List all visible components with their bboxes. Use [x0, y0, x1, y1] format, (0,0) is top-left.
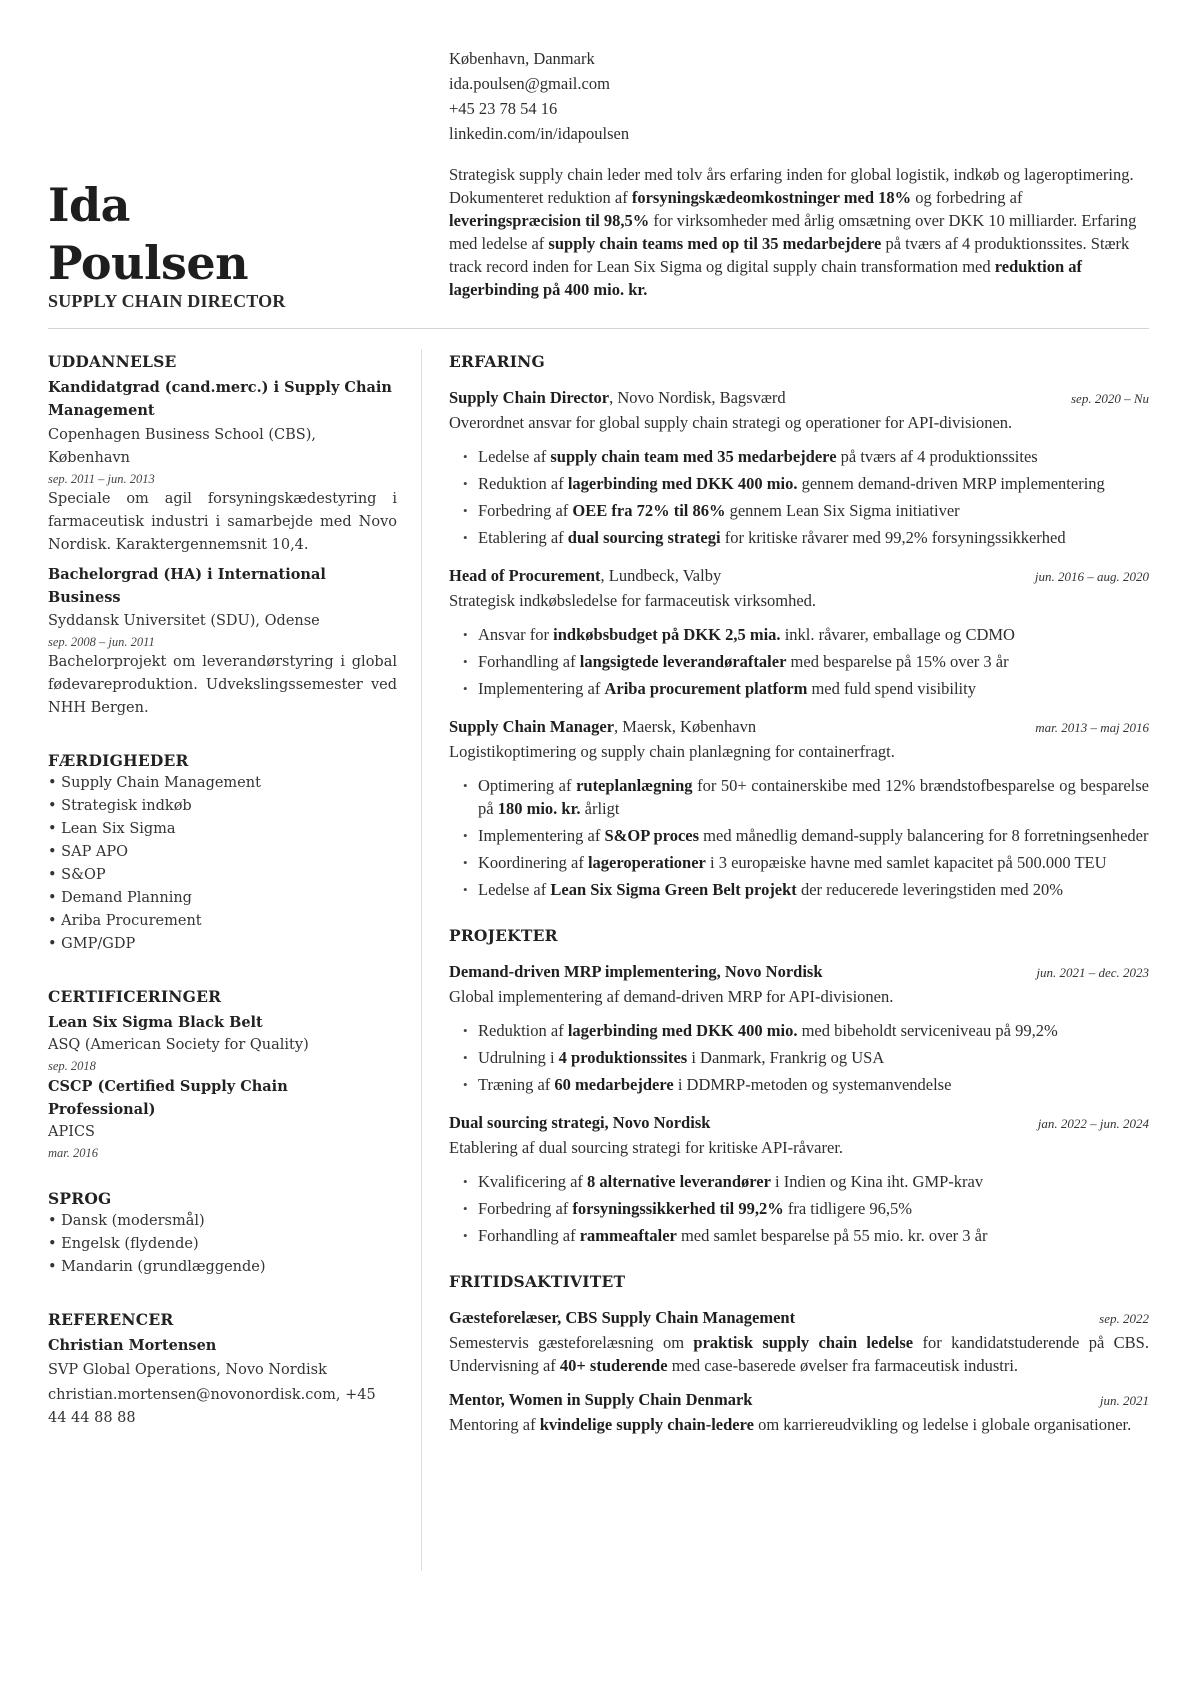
column-divider [421, 349, 422, 1571]
job-bullets [449, 774, 1149, 901]
text-run: Forhandling af [478, 1226, 580, 1245]
project-description: Etablering af dual sourcing strategi for kritiske API-råvarer. [449, 1138, 844, 1157]
highlight-text: langsigtede leverandøraftaler [579, 652, 787, 671]
project-title [449, 1111, 710, 1135]
right-column [449, 351, 1149, 1436]
reference-name: Christian Mortensen [48, 1337, 217, 1354]
certification-issuer: ASQ (American Society for Quality) [48, 1037, 309, 1053]
languages-list [48, 1210, 397, 1279]
education-dates: sep. 2008 – jun. 2011 [48, 635, 155, 649]
text-run: Implementering af [478, 826, 605, 845]
text-run: Optimering af [478, 776, 577, 795]
reference-contact: christian.mortensen@novonordisk.com, +45 44 44 88 88 [48, 1387, 376, 1426]
text-run: i 3 europæiske havne med samlet kapacitet på 500.000 TEU [705, 853, 1107, 872]
activity-title [449, 1306, 795, 1330]
experience-section [449, 351, 1149, 901]
text-run: og forbedring af [911, 188, 1023, 207]
section-title-education: UDDANNELSE [48, 352, 177, 371]
education-description: Bachelorprojekt om leverandørstyring i global fødevareproduktion. Udvekslingssemester ved NHH Bergen. [48, 654, 397, 716]
bullet-item [449, 1073, 1149, 1096]
bullet-item [449, 878, 1149, 901]
bullet-item [449, 851, 1149, 874]
company: , Lundbeck, Valby [600, 566, 722, 585]
section-title-activities: FRITIDSAKTIVITET [449, 1272, 626, 1291]
job-title [449, 386, 786, 410]
activity-header [449, 1388, 1149, 1413]
role-title: Supply Chain Manager [449, 717, 615, 736]
text-run: i Danmark, Frankrig og USA [687, 1048, 885, 1067]
text-run: Ansvar for [478, 625, 554, 644]
bullet-item [449, 650, 1149, 673]
linkedin-link[interactable]: linkedin.com/in/idapoulsen [449, 124, 630, 143]
bullet-item [449, 824, 1149, 847]
first-name: Ida [48, 178, 130, 232]
role-title: Head of Procurement [449, 566, 601, 585]
text-run: i Indien og Kina iht. GMP-krav [770, 1172, 984, 1191]
project-description: Global implementering af demand-driven MRP for API-divisionen. [449, 987, 894, 1006]
job-title [449, 564, 721, 588]
section-title-certifications: CERTIFICERINGER [48, 987, 222, 1006]
section-title-projects: PROJEKTER [449, 926, 558, 945]
highlight-text: 40+ studerende [559, 1356, 668, 1375]
project-dates: jan. 2022 – jun. 2024 [1037, 1116, 1149, 1131]
job-dates: sep. 2020 – Nu [1071, 391, 1149, 406]
certifications-section [48, 986, 397, 1162]
text-run: årligt [580, 799, 620, 818]
text-run: Forbedring af [478, 1199, 573, 1218]
bullet-item [449, 677, 1149, 700]
certification-date: mar. 2016 [48, 1146, 99, 1160]
school: Syddansk Universitet (SDU), Odense [48, 613, 320, 629]
activity-dates: sep. 2022 [1099, 1311, 1149, 1326]
section-title-skills: FÆRDIGHEDER [48, 751, 189, 770]
activity-entry [449, 1388, 1149, 1436]
role-title: Supply Chain Director [449, 388, 610, 407]
text-run: Træning af [478, 1075, 555, 1094]
text-run: Forhandling af [478, 652, 580, 671]
list-item: • Engelsk (flydende) [48, 1236, 199, 1252]
list-item: • Lean Six Sigma [48, 821, 176, 837]
job-description: Strategisk indkøbsledelse for farmaceutisk virksomhed. [449, 591, 817, 610]
education-description: Speciale om agil forsyningskædestyring i farmaceutisk industri i samarbejde med Novo Nordisk. Karaktergennemsnit 10,4. [48, 491, 397, 553]
project-header [449, 960, 1149, 985]
text-run: Reduktion af [478, 1021, 568, 1040]
degree: Bachelorgrad (HA) i International Business [48, 566, 326, 606]
section-title-experience: ERFARING [449, 352, 545, 371]
certification-issuer: APICS [48, 1124, 95, 1140]
email-link[interactable]: ida.poulsen@gmail.com [449, 74, 610, 93]
contact-info [449, 46, 629, 146]
text-run: på tværs af 4 produktionssites [836, 447, 1038, 466]
education-section [48, 351, 397, 720]
header-divider [48, 328, 1149, 329]
bullet-item [449, 445, 1149, 468]
activities-section [449, 1271, 1149, 1436]
bullet-item [449, 526, 1149, 549]
bullet-item [449, 472, 1149, 495]
text-run: Koordinering af [478, 853, 588, 872]
text-run: Implementering af [478, 679, 605, 698]
text-run: Kvalificering af [478, 1172, 588, 1191]
role-title: Gæsteforelæser, CBS Supply Chain Management [449, 1308, 796, 1327]
highlight-text: lagerbinding med DKK 400 mio. [567, 1021, 798, 1040]
highlight-text: leveringspræcision til 98,5% [449, 211, 650, 230]
text-run: Ledelse af [478, 447, 551, 466]
text-run: for 50+ containerskibe med 12% brændstofbesparelse og besparelse på [478, 776, 1150, 818]
highlight-text: forsyningssikkerhed til 99,2% [572, 1199, 784, 1218]
text-run: for virksomheder med årlig omsætning over DKK 10 milliarder. Erfaring med ledelse af [449, 211, 1137, 253]
references-section [48, 1309, 397, 1430]
project-bullets [449, 1019, 1149, 1096]
projects-section [449, 925, 1149, 1247]
text-run: med fuld spend visibility [807, 679, 976, 698]
school: Copenhagen Business School (CBS), København [48, 427, 317, 466]
projects-list [449, 960, 1149, 1247]
highlight-text: 8 alternative leverandører [587, 1172, 771, 1191]
highlight-text: Lean Six Sigma Green Belt projekt [550, 880, 797, 899]
highlight-text: forsyningskædeomkostninger med 18% [631, 188, 912, 207]
job-description: Logistikoptimering og supply chain planlægning for containerfragt. [449, 742, 895, 761]
section-title-references: REFERENCER [48, 1310, 174, 1329]
text-run: gennem Lean Six Sigma initiativer [725, 501, 960, 520]
bullet-item [449, 1046, 1149, 1069]
education-item [48, 563, 397, 720]
highlight-text: lageroperationer [587, 853, 706, 872]
text-run: Strategisk supply chain leder med tolv års erfaring inden for global logistik, indkøb og lageroptimering. Dokumenteret reduktion af [449, 165, 1134, 207]
left-column [48, 351, 397, 1430]
text-run: på tværs af 4 produktionssites. Stærk track record inden for Lean Six Sigma og digital supply chain transformation med [449, 234, 1130, 276]
bullet-item [449, 1170, 1149, 1193]
list-item: • Demand Planning [48, 890, 192, 906]
highlight-text: S&OP proces [604, 826, 700, 845]
project-header [449, 1111, 1149, 1136]
text-run: inkl. råvarer, emballage og CDMO [780, 625, 1015, 644]
name-block [48, 176, 286, 312]
certification-item [48, 1011, 397, 1075]
highlight-text: rammeaftaler [579, 1226, 677, 1245]
text-run: Ledelse af [478, 880, 551, 899]
highlight-text: Ariba procurement platform [604, 679, 808, 698]
activity-dates: jun. 2021 [1099, 1393, 1149, 1408]
certification-date: sep. 2018 [48, 1059, 96, 1073]
project-bullets [449, 1170, 1149, 1247]
job-entry [449, 564, 1149, 700]
highlight-text: indkøbsbudget på DKK 2,5 mia. [553, 625, 781, 644]
job-bullets [449, 623, 1149, 700]
text-run: Udrulning i [478, 1048, 559, 1067]
job-dates: mar. 2013 – maj 2016 [1035, 720, 1149, 735]
job-dates: jun. 2016 – aug. 2020 [1034, 569, 1149, 584]
text-run: gennem demand-driven MRP implementering [797, 474, 1105, 493]
activity-description [449, 1413, 1149, 1436]
role-title: Demand-driven MRP implementering, Novo Nordisk [449, 962, 823, 981]
certification-name: CSCP (Certified Supply Chain Professional) [48, 1078, 288, 1118]
highlight-text: 4 produktionssites [558, 1048, 688, 1067]
certification-item [48, 1075, 397, 1162]
job-header [449, 564, 1149, 589]
text-run: fra tidligere 96,5% [783, 1199, 913, 1218]
text-run: Reduktion af [478, 474, 568, 493]
highlight-text: kvindelige supply chain-ledere [539, 1415, 754, 1434]
skills-section [48, 750, 397, 956]
job-entry [449, 386, 1149, 549]
company: , Maersk, København [614, 717, 757, 736]
highlight-text: dual sourcing strategi [567, 528, 721, 547]
languages-section [48, 1188, 397, 1279]
bullet-item [449, 1197, 1149, 1220]
reference-item [48, 1334, 397, 1430]
job-title: SUPPLY CHAIN DIRECTOR [48, 291, 286, 311]
bullet-item [449, 499, 1149, 522]
phone: +45 23 78 54 16 [449, 99, 558, 118]
certification-name: Lean Six Sigma Black Belt [48, 1014, 263, 1031]
skills-list [48, 772, 397, 956]
list-item: • S&OP [48, 867, 106, 883]
list-item: • Ariba Procurement [48, 913, 202, 929]
text-run: med case-baserede øvelser fra farmaceutisk industri. [667, 1356, 1019, 1375]
highlight-text: lagerbinding med DKK 400 mio. [567, 474, 798, 493]
education-dates: sep. 2011 – jun. 2013 [48, 472, 155, 486]
bullet-item [449, 774, 1149, 820]
job-entry [449, 715, 1149, 901]
list-item: • GMP/GDP [48, 936, 136, 952]
last-name: Poulsen [48, 236, 249, 290]
text-run: i DDMRP-metoden og systemanvendelse [673, 1075, 952, 1094]
project-entry [449, 960, 1149, 1096]
project-dates: jun. 2021 – dec. 2023 [1036, 965, 1149, 980]
text-run: Etablering af [478, 528, 568, 547]
location: København, Danmark [449, 49, 595, 68]
text-run: for kritiske råvarer med 99,2% forsyningssikkerhed [720, 528, 1066, 547]
text-run: med bibeholdt serviceniveau på 99,2% [797, 1021, 1058, 1040]
activity-description [449, 1331, 1149, 1377]
bullet-item [449, 623, 1149, 646]
activities-list [449, 1306, 1149, 1436]
project-entry [449, 1111, 1149, 1247]
highlight-text: 180 mio. kr. [497, 799, 581, 818]
highlight-text: OEE fra 72% til 86% [572, 501, 726, 520]
reference-role: SVP Global Operations, Novo Nordisk [48, 1362, 327, 1378]
job-header [449, 715, 1149, 740]
role-title: Dual sourcing strategi, Novo Nordisk [449, 1113, 711, 1132]
job-bullets [449, 445, 1149, 549]
profile-summary [449, 163, 1149, 301]
highlight-text: praktisk supply chain ledelse [693, 1333, 914, 1352]
role-title: Mentor, Women in Supply Chain Denmark [449, 1390, 753, 1409]
bullet-item [449, 1224, 1149, 1247]
company: , Novo Nordisk, Bagsværd [609, 388, 786, 407]
activity-header [449, 1306, 1149, 1331]
highlight-text: supply chain team med 35 medarbejdere [550, 447, 837, 466]
text-run: Semestervis gæsteforelæsning om [449, 1333, 694, 1352]
text-run: med månedlig demand-supply balancering for 8 forretningsenheder [699, 826, 1149, 845]
text-run: med besparelse på 15% over 3 år [786, 652, 1009, 671]
list-item: • Dansk (modersmål) [48, 1213, 205, 1229]
list-item: • Supply Chain Management [48, 775, 261, 791]
experience-list [449, 386, 1149, 901]
job-description: Overordnet ansvar for global supply chain strategi og operationer for API-divisionen. [449, 413, 1013, 432]
highlight-text: ruteplanlægning [576, 776, 693, 795]
bullet-item [449, 1019, 1149, 1042]
highlight-text: 60 medarbejdere [554, 1075, 674, 1094]
text-run: Mentoring af [449, 1415, 540, 1434]
highlight-text: reduktion af lagerbinding på 400 mio. kr. [449, 257, 1082, 299]
text-run: om karriereudvikling og ledelse i globale organisationer. [753, 1415, 1132, 1434]
list-item: • Strategisk indkøb [48, 798, 192, 814]
list-item: • Mandarin (grundlæggende) [48, 1259, 266, 1275]
text-run: med samlet besparelse på 55 mio. kr. over 3 år [676, 1226, 988, 1245]
list-item: • SAP APO [48, 844, 129, 860]
activity-entry [449, 1306, 1149, 1377]
project-title [449, 960, 823, 984]
job-title [449, 715, 756, 739]
degree: Kandidatgrad (cand.merc.) i Supply Chain Management [48, 379, 392, 419]
job-header [449, 386, 1149, 411]
section-title-languages: SPROG [48, 1189, 112, 1208]
text-run: for kandidatstuderende på CBS. Undervisning af [449, 1333, 1149, 1375]
activity-title [449, 1388, 752, 1412]
text-run: der reducerede leveringstiden med 20% [796, 880, 1063, 899]
text-run: Forbedring af [478, 501, 573, 520]
highlight-text: supply chain teams med op til 35 medarbejdere [548, 234, 882, 253]
education-item [48, 376, 397, 557]
